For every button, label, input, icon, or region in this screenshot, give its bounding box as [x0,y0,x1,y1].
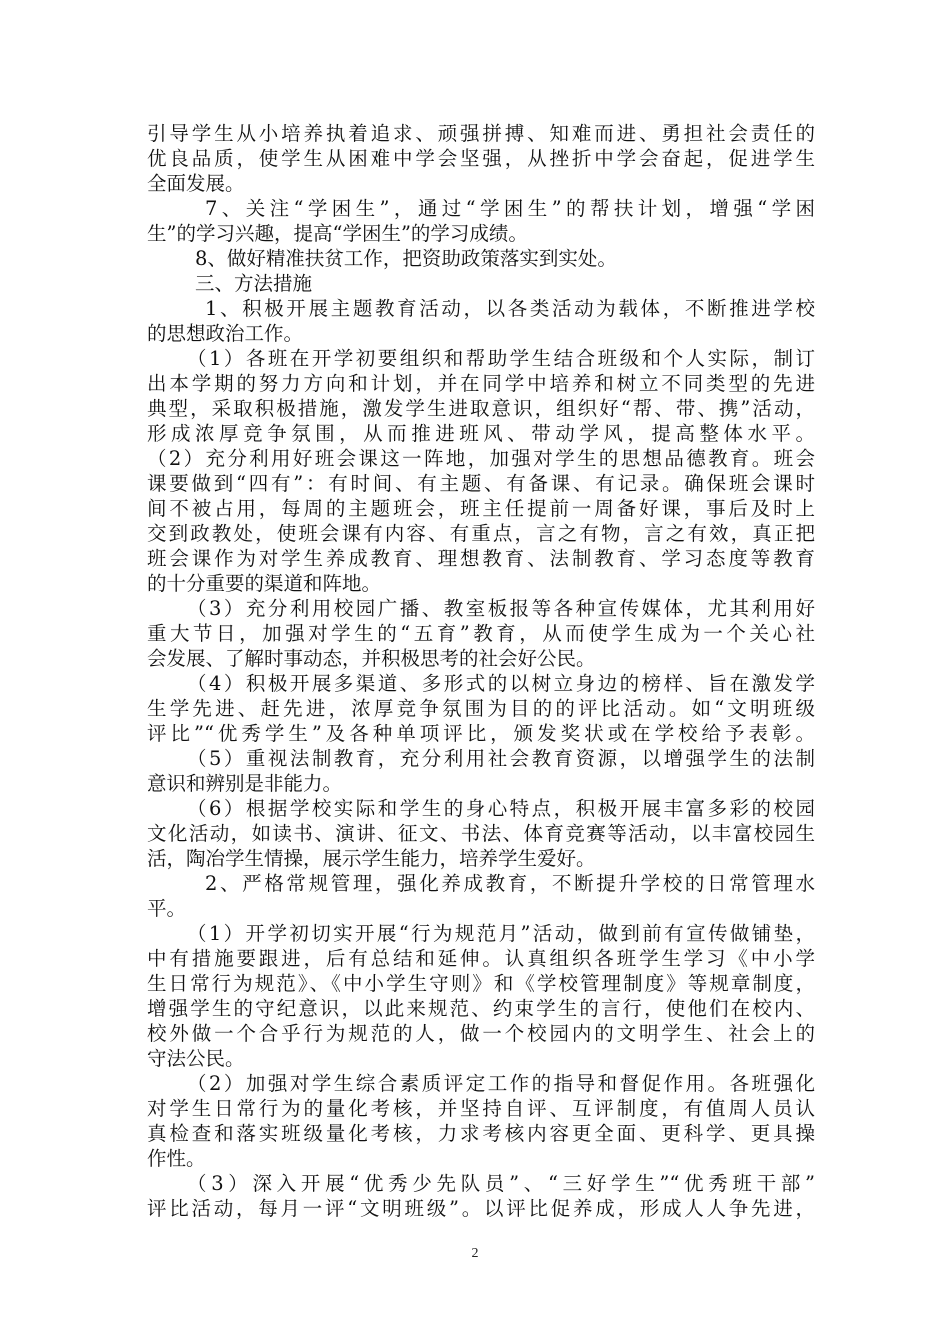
text-line: （1）各班在开学初要组织和帮助学生结合班级和个人实际，制订 [187,347,815,370]
text-line: 的思想政治工作。 [147,322,304,345]
text-line: （6）根据学校实际和学生的身心特点，积极开展丰富多彩的校园 [187,797,815,820]
text-line: 意识和辨别是非能力。 [147,772,343,795]
text-line: 出本学期的努力方向和计划，并在同学中培养和树立不同类型的先进 [147,372,815,395]
text-line: 增强学生的守纪意识，以此来规范、约束学生的言行，使他们在校内、 [147,997,815,1020]
text-line: （3）充分利用校园广播、教室板报等各种宣传媒体，尤其利用好 [187,597,815,620]
text-line: 真检查和落实班级量化考核，力求考核内容更全面、更科学、更具操 [147,1122,815,1145]
text-line: 班会课作为对学生养成教育、理想教育、法制教育、学习态度等教育 [147,547,815,570]
document-body [147,121,815,1221]
text-line: 7、关注“学困生”，通过“学困生”的帮扶计划，增强“学困 [205,197,815,220]
text-line: 的十分重要的渠道和阵地。 [147,572,382,595]
text-line: 生”的学习兴趣，提高“学困生”的学习成绩。 [147,222,528,245]
text-line: （5）重视法制教育，充分利用社会教育资源，以增强学生的法制 [187,747,815,770]
text-line: （2）充分利用好班会课这一阵地，加强对学生的思想品德教育。班会 [147,447,815,470]
text-line: 生学先进、赶先进，浓厚竞争氛围为目的的评比活动。如“文明班级 [147,697,815,720]
text-line: 守法公民。 [147,1047,245,1070]
text-line: 重大节日，加强对学生的“五育”教育，从而使学生成为一个关心社 [147,622,815,645]
page-number: 2 [471,1246,479,1261]
text-line: 1、积极开展主题教育活动，以各类活动为载体，不断推进学校 [205,297,815,320]
text-line: （3）深入开展“优秀少先队员”、“三好学生”“优秀班干部” [187,1172,815,1195]
text-line: 交到政教处，使班会课有内容、有重点，言之有物，言之有效，真正把 [147,522,815,545]
text-line: 生日常行为规范》、《中小学生守则》和《学校管理制度》等规章制度， [147,972,815,995]
text-line: 优良品质，使学生从困难中学会坚强，从挫折中学会奋起，促进学生 [147,147,815,170]
text-line: 文化活动，如读书、演讲、征文、书法、体育竞赛等活动，以丰富校园生 [147,822,815,845]
text-line: 形成浓厚竞争氛围，从而推进班风、带动学风，提高整体水平。 [147,422,815,445]
text-line: 间不被占用，每周的主题班会，班主任提前一周备好课，事后及时上 [147,497,815,520]
text-line: 评比”“优秀学生”及各种单项评比，颁发奖状或在学校给予表彰。 [147,722,815,745]
text-line: 会发展、了解时事动态，并积极思考的社会好公民。 [147,647,596,670]
text-line: 评比活动，每月一评“文明班级”。以评比促养成，形成人人争先进， [147,1197,815,1220]
text-line: （2）加强对学生综合素质评定工作的指导和督促作用。各班强化 [187,1072,815,1095]
text-line: 活，陶冶学生情操，展示学生能力，培养学生爱好。 [147,847,596,870]
text-line: 作性。 [147,1147,206,1170]
text-line: 8、做好精准扶贫工作，把资助政策落实到实处。 [195,247,617,270]
text-line: 课要做到“四有”：有时间、有主题、有备课、有记录。确保班会课时 [147,472,815,495]
text-line: 2、严格常规管理，强化养成教育，不断提升学校的日常管理水 [205,872,815,895]
text-line: 全面发展。 [147,172,245,195]
text-line: 引导学生从小培养执着追求、顽强拼搏、知难而进、勇担社会责任的 [147,122,815,145]
text-line: （4）积极开展多渠道、多形式的以树立身边的榜样、旨在激发学 [187,672,815,695]
text-line: 平。 [147,897,187,920]
text-line: 典型，采取积极措施，激发学生进取意识，组织好“帮、带、携”活动， [147,397,815,420]
text-line: 三、方法措施 [195,272,313,295]
text-line: 对学生日常行为的量化考核，并坚持自评、互评制度，有值周人员认 [147,1097,815,1120]
text-line: （1）开学初切实开展“行为规范月”活动，做到前有宣传做铺垫， [187,922,815,945]
text-line: 中有措施要跟进，后有总结和延伸。认真组织各班学生学习《中小学 [147,947,815,970]
text-line: 校外做一个合乎行为规范的人，做一个校园内的文明学生、社会上的 [147,1022,815,1045]
